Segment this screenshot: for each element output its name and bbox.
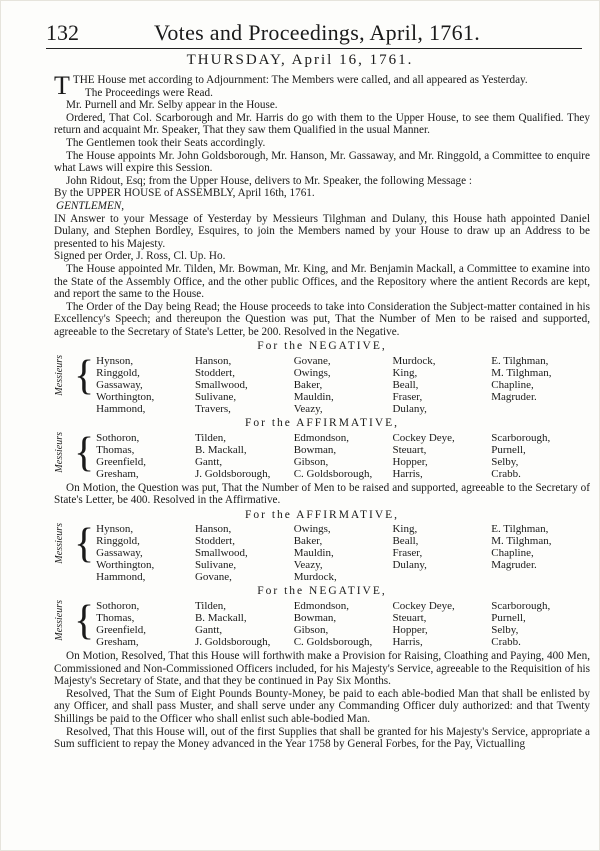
member-name: Hammond, <box>96 571 146 584</box>
member-name: Chapline, <box>491 547 534 560</box>
vote-list <box>54 523 590 583</box>
member-name: Smallwood, <box>194 379 248 392</box>
member-name: Cockey Deye, <box>392 600 455 613</box>
member-name: Gantt, <box>194 455 223 468</box>
member-name: Baker, <box>293 535 323 548</box>
member-name: E. Tilghman, <box>491 355 549 368</box>
brace-icon: { <box>74 598 95 645</box>
member-name: Owings, <box>293 523 331 536</box>
member-name: Magruder. <box>491 559 537 572</box>
message-body: IN Answer to your Message of Yesterday by Messieurs Tilghman and Dulany, this House hath appointed Daniel Dulany, and Stephen Bordley, Esquires, to join the Members named by your House to draw up an Address to be presented to his Majesty. <box>54 212 590 250</box>
member-name: E. Tilghman, <box>491 523 549 536</box>
member-name: Steuart, <box>392 612 427 625</box>
opening-paragraph: John Ridout, Esq; from the Upper House, delivers to Mr. Speaker, the following Message : <box>66 174 472 187</box>
member-name: Cockey Deye, <box>392 431 455 444</box>
name-column <box>96 355 195 415</box>
member-name: Edmondson, <box>293 431 350 444</box>
member-name: King, <box>392 523 418 536</box>
member-name: Gantt, <box>194 624 223 637</box>
member-name: Gibson, <box>293 624 329 637</box>
member-name: Hopper, <box>392 624 428 637</box>
brace-icon: { <box>74 429 95 476</box>
member-name: Fraser, <box>392 547 423 560</box>
member-name: Scarborough, <box>491 431 551 444</box>
name-column <box>96 523 195 583</box>
name-column <box>392 432 491 480</box>
closing-paragraph: Resolved, That the Sum of Eight Pounds Bounty-Money, be paid to each able-bodied Man that shall be enlisted by any Officer, and shall pass Muster, and shall serve under any Commanding Officer duly authorized: and that Twenty Shillings be paid to the Officer who shall enlist such able-bodied Man. <box>54 687 590 725</box>
vote-heading: For the AFFIRMATIVE, <box>244 417 400 430</box>
member-name: Purnell, <box>491 443 526 456</box>
name-column <box>294 600 393 648</box>
member-name: Thomas, <box>96 443 135 456</box>
member-name: Stoddert, <box>194 535 235 548</box>
header-rule <box>46 48 582 49</box>
vote-block-1 <box>54 340 590 479</box>
member-name: Purnell, <box>491 612 526 625</box>
drop-cap: T <box>54 71 70 100</box>
member-name: Govane, <box>293 355 331 368</box>
member-name: Owings, <box>293 367 331 380</box>
name-column <box>195 355 294 415</box>
member-name: Crabb. <box>491 467 521 480</box>
member-name: Beall, <box>392 535 419 548</box>
signature: Signed per Order, J. Ross, Cl. Up. Ho. <box>54 250 226 263</box>
opening-paragraph: The Proceedings were Read. <box>84 86 213 99</box>
name-column <box>294 432 393 480</box>
middle-paragraph: The House appointed Mr. Tilden, Mr. Bowman, Mr. King, and Mr. Benjamin Mackall, a Committee to examine into the State of the Assembly Office, and the other public Offices, and the Repository where the antient Records are kept, and report the same to the House. <box>54 262 590 301</box>
member-name: Tilden, <box>194 431 227 444</box>
name-column <box>491 355 590 415</box>
member-name: Worthington, <box>96 559 155 572</box>
member-name: M. Tilghman, <box>491 535 552 548</box>
member-name: Edmondson, <box>293 600 350 613</box>
member-name: Sulivane, <box>194 559 237 572</box>
member-name: Hanson, <box>194 355 232 368</box>
member-name: Bowman, <box>293 612 337 625</box>
name-column <box>491 432 590 480</box>
opening-paragraph: TTHE House met according to Adjournment: The Members were called, and all appeared as Yesterday. <box>54 71 528 100</box>
brace-icon: { <box>74 353 95 400</box>
member-name: Harris, <box>392 467 423 480</box>
member-name: Fraser, <box>392 391 423 404</box>
vote-heading: For the NEGATIVE, <box>257 340 387 353</box>
member-name: Tilden, <box>194 600 227 613</box>
member-name: Selby, <box>491 455 519 468</box>
vote-list <box>54 429 590 480</box>
member-name: Bowman, <box>293 443 337 456</box>
name-column <box>491 523 590 583</box>
messieurs-label: Messieurs <box>54 431 65 473</box>
member-name: Murdock, <box>293 571 337 584</box>
member-name: Sothoron, <box>96 431 140 444</box>
name-column <box>392 600 491 648</box>
member-name: Steuart, <box>392 443 427 456</box>
member-name: Hynson, <box>96 523 134 536</box>
member-name: C. Goldsborough, <box>293 467 373 480</box>
member-name: Gibson, <box>293 455 329 468</box>
closing-paragraph: On Motion, Resolved, That this House will forthwith make a Provision for Raising, Cloathing and Paying, 400 Men, Commissioned and Non-Commissioned Officers included, for his Majesty's Service, agreeable to the Requisition of his Majesty's Secretary of State, and that they be continued in Pay Six Months. <box>54 650 590 688</box>
member-name: Smallwood, <box>194 547 248 560</box>
member-name: Hynson, <box>96 355 134 368</box>
opening-paragraph: The Gentlemen took their Seats accordingly. <box>66 136 266 149</box>
member-name: Thomas, <box>96 612 135 625</box>
member-name: Selby, <box>491 624 519 637</box>
member-name: C. Goldsborough, <box>293 636 373 649</box>
page-number: 132 <box>46 20 79 45</box>
name-column <box>491 600 590 648</box>
vote-heading: For the AFFIRMATIVE, <box>244 508 400 521</box>
member-name: Chapline, <box>491 379 534 392</box>
member-name: Ringgold, <box>96 535 140 548</box>
brace-icon: { <box>74 521 95 568</box>
name-column <box>195 523 294 583</box>
member-name: Murdock, <box>392 355 436 368</box>
member-name: King, <box>392 367 418 380</box>
name-column <box>392 523 491 583</box>
member-name: Dulany, <box>392 403 427 416</box>
member-name: Hanson, <box>194 523 232 536</box>
member-name: Hammond, <box>96 403 146 416</box>
member-name: Sulivane, <box>194 391 237 404</box>
member-name: Greenfield, <box>96 624 146 637</box>
running-head: Votes and Proceedings, April, 1761. <box>154 20 481 45</box>
opening-paragraph: Ordered, That Col. Scarborough and Mr. Harris do go with them to the Upper House, to see them Qualified. They return and acquaint Mr. Speaker, That they saw them Qualified in the usual Manner. <box>54 111 590 137</box>
name-column <box>195 600 294 648</box>
vote-list <box>54 600 590 648</box>
name-column <box>294 355 393 415</box>
member-name: M. Tilghman, <box>491 367 552 380</box>
member-name: Harris, <box>392 636 423 649</box>
member-name: Veazy, <box>293 559 323 572</box>
member-name: Baker, <box>293 379 323 392</box>
member-name: Gassaway, <box>96 547 143 560</box>
member-name: J. Goldsborough, <box>194 467 271 480</box>
member-name: Mauldin, <box>293 391 334 404</box>
vote-heading: For the NEGATIVE, <box>257 585 387 598</box>
member-name: B. Mackall, <box>194 443 247 456</box>
name-column <box>195 432 294 480</box>
closing-paragraph: Resolved, That this House will, out of the first Supplies that shall be granted for his Majesty's Service, appropriate a Sum sufficient to repay the Money advanced in the Year 1758 by General Forbes, for the Pay, Victualling <box>54 725 590 751</box>
opening-paragraph: The House appoints Mr. John Goldsborough, Mr. Hanson, Mr. Gassaway, and Mr. Ringgold, a Committee to enquire what Laws will expire this Session. <box>54 149 590 175</box>
vote-block-2 <box>54 509 590 648</box>
member-name: Gresham, <box>96 467 139 480</box>
member-name: Scarborough, <box>491 600 551 613</box>
messieurs-label: Messieurs <box>54 523 65 564</box>
member-name: Crabb. <box>491 636 521 649</box>
document-body <box>54 71 590 751</box>
member-name: Govane, <box>194 571 232 584</box>
member-name: J. Goldsborough, <box>194 636 271 649</box>
member-name: Sothoron, <box>96 600 140 613</box>
member-name: Dulany, <box>392 559 427 572</box>
member-name: Mauldin, <box>293 547 334 560</box>
middle-paragraph: The Order of the Day being Read; the House proceeds to take into Consideration the Subject-matter contained in his Excellency's Speech; and thereupon the Question was put, That the Number of Men to be raised and supported, agreeable to the Secretary of State's Letter, be 200. Resolved in the Negative. <box>54 300 590 338</box>
member-name: Gresham, <box>96 636 139 649</box>
member-name: Beall, <box>392 379 419 392</box>
member-name: B. Mackall, <box>194 612 247 625</box>
date-line: THURSDAY, April 16, 1761. <box>186 52 414 68</box>
messieurs-label: Messieurs <box>54 600 65 641</box>
salutation: GENTLEMEN, <box>56 199 125 212</box>
member-name: Magruder. <box>491 391 537 404</box>
member-name: Veazy, <box>293 403 323 416</box>
messieurs-label: Messieurs <box>54 355 65 396</box>
name-column <box>96 600 195 648</box>
name-column <box>96 432 195 480</box>
member-name: Travers, <box>194 403 231 416</box>
name-column <box>294 523 393 583</box>
member-name: Gassaway, <box>96 379 143 392</box>
page-header <box>46 14 580 46</box>
vote-list <box>54 355 590 415</box>
member-name: Ringgold, <box>96 367 140 380</box>
member-name: Hopper, <box>392 455 428 468</box>
member-name: Stoddert, <box>194 367 235 380</box>
motion-paragraph: On Motion, the Question was put, That the Number of Men to be raised and supported, agreeable to the Secretary of State's Letter, be 400. Resolved in the Affirmative. <box>54 481 590 507</box>
opening-paragraph: Mr. Purnell and Mr. Selby appear in the House. <box>66 99 278 112</box>
message-heading: By the UPPER HOUSE of ASSEMBLY, April 16th, 1761. <box>54 187 315 200</box>
name-column <box>392 355 491 415</box>
member-name: Worthington, <box>96 391 155 404</box>
member-name: Greenfield, <box>96 455 146 468</box>
